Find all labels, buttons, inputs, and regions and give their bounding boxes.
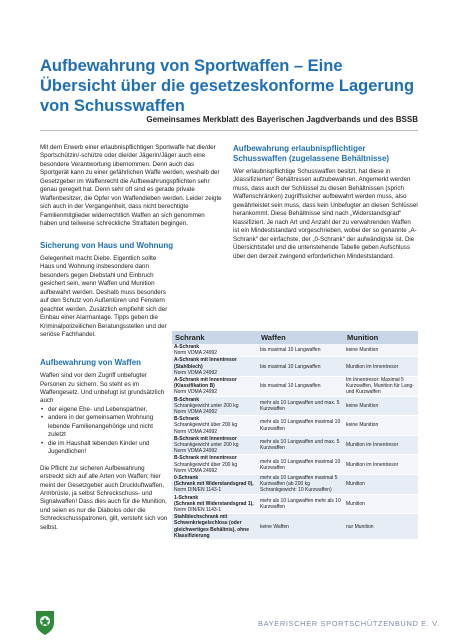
- paragraph-pflicht: Die Pflicht zur sicheren Aufbewahrung erstreckt sich auf alle Arten von Waffen; hier meint der Gesetzgeber auch Druckluftwaffen, Armbrüste, ja selbst Schreckschuss- und Signalwaffen! Dass dies auch für die Munition, und seien es nur die Diabolos oder die Schreckschusspatronen, gilt, versteht sich von selbst.: [40, 464, 168, 531]
- table-row: [172, 416, 418, 436]
- cell-waffen: mehr als 10 Langwaffen maximal 5 Kurzwaffen (ab 200 kg Schrankgewicht: 10 Kurzwaffen): [258, 475, 344, 495]
- table-row: [172, 344, 418, 357]
- cell-munition: Munition: [344, 475, 418, 495]
- cell-waffen: bis maximal 10 Langwaffen: [258, 377, 344, 397]
- cell-munition: Im Innentresor: Maximal 5 Kurzwaffen, Munition für Lang- und Kurzwaffen: [344, 377, 418, 397]
- cell-waffen: bis maximal 10 Langwaffen: [258, 357, 344, 377]
- cell-line: Norm VDMA 24992: [174, 467, 218, 474]
- paragraph-erlaubnispflichtig: Wer erlaubnispflichtige Schusswaffen besitzt, hat diese in „klassifizierten“ Behältnissen aufzubewahren. Angemerkt werden muss, dass auch der Schlüssel zu diesen Behältnissen (sprich Waffenschränken) zugriffssicher aufbewahrt werden muss, also gewährleistet sein muss, dass kein Unbefugter an diesen Schlüssel herankommt. Diese Behältnisse sind nach „Widerstandsgrad“ klassifiziert. Je nach Art und Anzahl der zu verwahrenden Waffen ist ein Mindeststandard vorgeschrieben, wobei der so genannte „A-Schrank“ der einfachste, der „0-Schrank“ der aufwändigste ist. Die Übersichtstafel und die untenstehende Tabelle geben Aufschluss über den derzeit zwingend erforderlichen Mindeststandard.: [233, 168, 418, 260]
- list-item: • der eigene Ehe- und Lebenspartner,: [40, 406, 168, 414]
- cell-schrank: [172, 344, 258, 357]
- cell-line: B-Schrank mit Innentresor: [174, 455, 237, 462]
- table-row: [172, 377, 418, 397]
- header-schrank: Schrank: [172, 331, 258, 344]
- cell-schrank: [172, 377, 258, 397]
- cell-waffen: mehr als 10 Langwaffen und max. 5 Kurzwaffen: [258, 435, 344, 455]
- header-waffen: Waffen: [258, 331, 344, 344]
- cell-line: (Schrank mit Widerstandsgrad 0),: [174, 481, 254, 488]
- bullet-list: [40, 406, 168, 457]
- cell-line: A-Schrank mit Innentresor: [174, 377, 237, 384]
- cell-schrank: [172, 514, 258, 540]
- cell-line: Norm DIN/EN 1143-1: [174, 487, 222, 494]
- cell-line: 1-Schrank: [174, 494, 199, 501]
- cell-line: Norm VDMA 24992: [174, 448, 218, 455]
- cell-schrank: [172, 416, 258, 436]
- cell-line: Norm VDMA 24992: [174, 428, 218, 435]
- cell-line: B-Schrank: [174, 396, 200, 403]
- bssb-logo-icon: [34, 608, 56, 636]
- cell-line: (Klassifikation B): [174, 383, 215, 390]
- cell-line: Norm VDMA 24992: [174, 350, 218, 357]
- heading-aufbewahrung-waffen: Aufbewahrung von Waffen: [40, 357, 142, 367]
- cell-line: Norm VDMA 24992: [174, 389, 218, 396]
- table-row: [172, 494, 418, 514]
- cell-munition: keine Munition: [344, 344, 418, 357]
- cell-line: (Stahlblech): [174, 363, 203, 370]
- list-item: • andere in der gemeinsamen Wohnung lebende Familienangehörige und nicht zuletzt: [40, 414, 168, 439]
- cell-munition: Munition im Innentresor: [344, 455, 418, 475]
- cell-line: Stahlblechschrank mit Schwenkriegelschloss (oder gleichwertiges Behältnis), ohne Klassifizierung: [174, 514, 250, 539]
- cell-line: (Schrank mit Widerstandsgrad 1),: [174, 500, 254, 507]
- cell-line: Schrankgewicht über 200 kg: [174, 461, 238, 468]
- cell-schrank: [172, 396, 258, 416]
- cell-line: Schrankgewicht unter 200 kg: [174, 402, 239, 409]
- header-munition: Munition: [344, 331, 418, 344]
- list-item: • die im Haushalt lebenden Kinder und Jugendlichen!: [40, 440, 168, 457]
- top-bar: [0, 0, 453, 6]
- cell-line: Schrankgewicht unter 200 kg: [174, 442, 239, 449]
- cell-schrank: [172, 357, 258, 377]
- cell-waffen: mehr als 10 Langwaffen und max. 5 Kurzwaffen: [258, 396, 344, 416]
- cell-schrank: [172, 475, 258, 495]
- cell-munition: Munition im Innentresor: [344, 435, 418, 455]
- cell-munition: keine Munition: [344, 396, 418, 416]
- cell-line: Schrankgewicht über 200 kg: [174, 422, 238, 429]
- cell-munition: Munition im Innentresor: [344, 357, 418, 377]
- cell-waffen: mehr als 10 Langwaffen maximal 10 Kurzwaffen: [258, 416, 344, 436]
- cell-waffen: mehr als 10 Langwaffen mehr als 10 Kurzwaffen: [258, 494, 344, 514]
- cell-line: A-Schrank: [174, 344, 200, 350]
- cell-line: B-Schrank: [174, 416, 200, 423]
- footer-text: BAYERISCHER SPORTSCHÜTZENBUND E. V.: [258, 619, 440, 628]
- right-column: [233, 144, 418, 261]
- table-row: [172, 475, 418, 495]
- storage-table: [172, 331, 418, 540]
- table-body: [172, 344, 418, 540]
- paragraph-haus: Gelegenheit macht Diebe. Eigentlich sollte Haus und Wohnung insbesondere dann besonders gegen Diebstahl und Einbruch gesichert sein, wenn Waffen und Munition aufbewahrt werden. Deshalb muss besonders auf den Schutz von Außentüren und Fenstern geachtet werden. Zusätzlich empfiehlt sich der Einbau einer Alarmanlage. Tipps geben die Kriminalpolizeilichen Beratungsstellen und der seriöse Fachhandel.: [40, 255, 168, 339]
- heading-haus-wohnung: Sicherung von Haus und Wohnung: [40, 240, 174, 250]
- table-row: [172, 357, 418, 377]
- cell-schrank: [172, 494, 258, 514]
- intro-paragraph: Mit dem Erwerb einer erlaubnispflichtigen Sportwaffe hat die/der Sportschützin/-schütze oder die/der Jägerin/Jäger auch eine besondere Verantwortung übernommen. Denn auch das Sportgerät kann zu einer gefährlichen Waffe werden, weshalb der Gesetzgeber im Waffenrecht die Aufbewahrungspflichten sehr genau geregelt hat. Denn sehr oft sind es gerade private Waffenbesitzer, die Opfer von Waffendieben werden. Leider zeigte sich auch in der Vergangenheit, dass nicht berechtigte Familienmitglieder widerrechtlich Waffen an sich genommen haben und teilweise schreckliche Straftaten begingen.: [40, 144, 222, 228]
- cell-line: A-Schrank mit Innentresor: [174, 357, 237, 364]
- cell-line: Norm VDMA 24992: [174, 369, 218, 376]
- cell-munition: keine Munition: [344, 416, 418, 436]
- table-row: [172, 455, 418, 475]
- table-row: [172, 435, 418, 455]
- cell-munition: Munition: [344, 494, 418, 514]
- paragraph-waffen: Waffen sind vor dem Zugriff unbefugter Personen zu sichern. So steht es im Waffengesetz. Und unbefugt ist grundsätzlich auch: [40, 372, 165, 405]
- cell-line: Norm DIN/EN 1143-1: [174, 507, 222, 514]
- cell-waffen: bis maximal 10 Langwaffen: [258, 344, 344, 357]
- divider: [40, 130, 418, 131]
- page-title: Aufbewahrung von Sportwaffen – Eine Übersicht über die gesetzeskonforme Lagerung von Schusswaffen: [40, 57, 415, 115]
- cell-munition: nur Munition: [344, 514, 418, 540]
- heading-erlaubnispflichtig: Aufbewahrung erlaubnispflichtiger Schusswaffen (zugelassene Behältnisse): [233, 144, 390, 163]
- cell-schrank: [172, 455, 258, 475]
- cell-line: Norm VDMA 24992: [174, 409, 218, 416]
- table-row: [172, 396, 418, 416]
- cell-waffen: keine Waffen: [258, 514, 344, 540]
- cell-schrank: [172, 435, 258, 455]
- cell-line: B-Schrank mit Innentresor: [174, 435, 237, 442]
- cell-waffen: mehr als 10 Langwaffen maximal 10 Kurzwaffen: [258, 455, 344, 475]
- cell-line: 0-Schrank: [174, 475, 199, 482]
- table-row: [172, 514, 418, 540]
- page-subtitle: Gemeinsames Merkblatt des Bayerischen Jagdverbands und des BSSB: [146, 115, 418, 124]
